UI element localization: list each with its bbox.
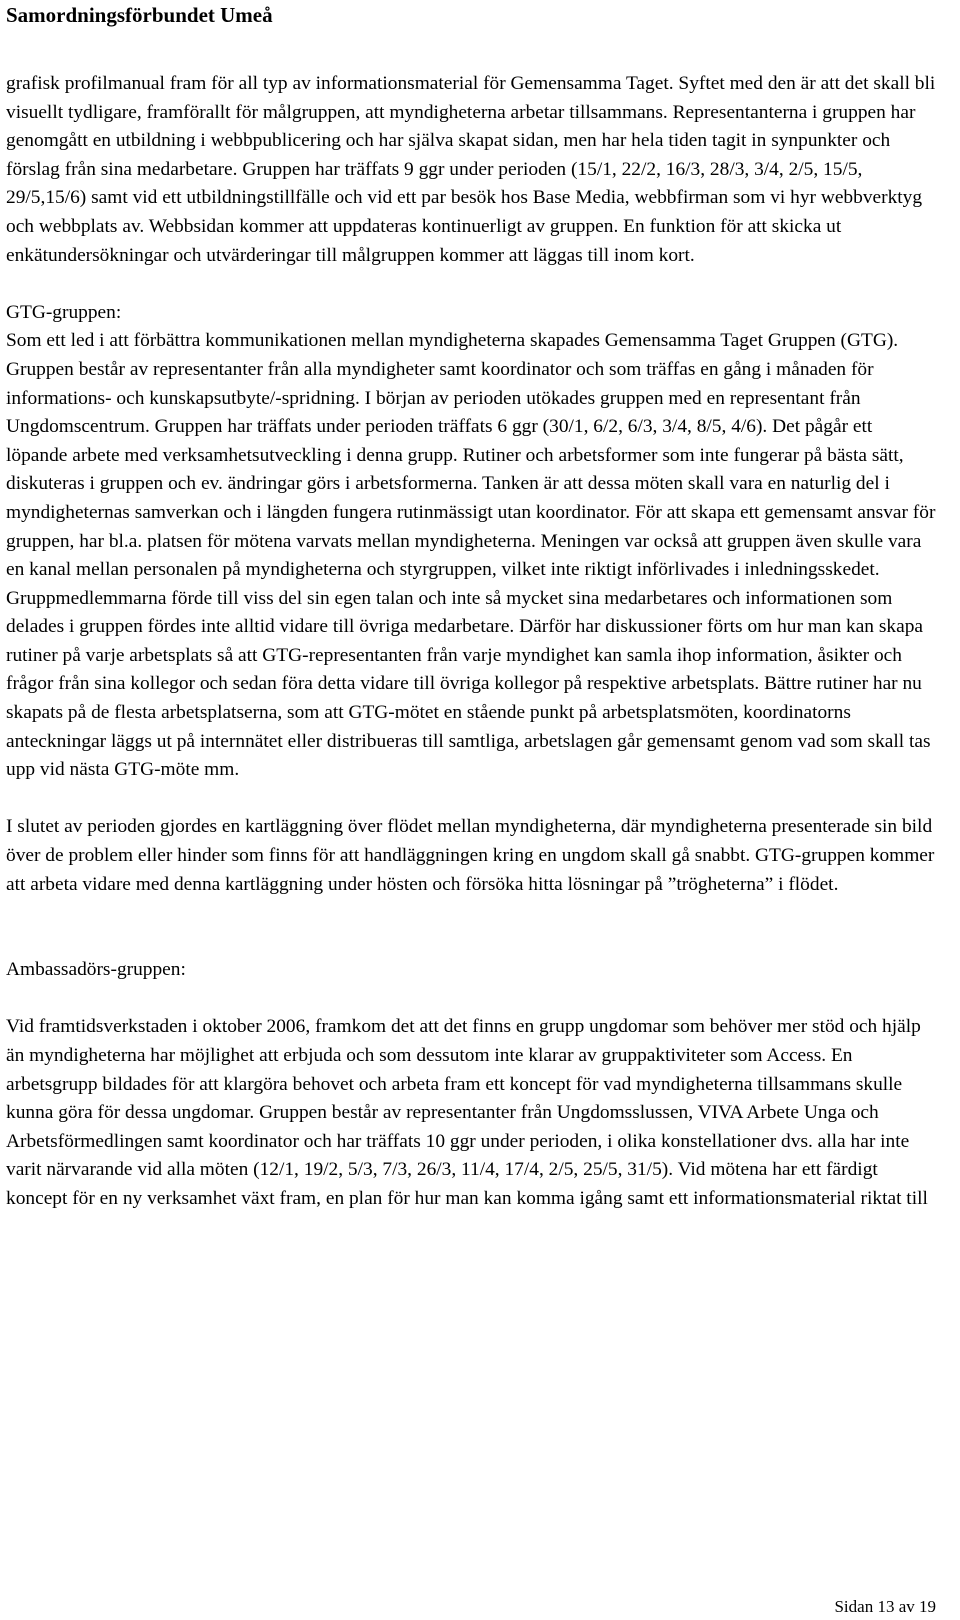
paragraph-spacer [6, 270, 936, 299]
gtg-heading: GTG-gruppen: [6, 301, 122, 323]
paragraph-spacer [6, 985, 936, 1014]
paragraph-gtg: Som ett led i att förbättra kommunikationen mellan myndigheterna skapades Gemensamma Taget Gruppen (GTG). Gruppen består av representanter från alla myndigheter samt koordinator och som träffas en gång i månaden för informations- och kunskapsutbyte/-spridning. I början av perioden utökades gruppen med en representant från Ungdomscentrum. Gruppen har träffats under perioden träffats 6 ggr (30/1, 6/2, 6/3, 3/4, 8/5, 4/6). Det pågår ett löpande arbete med verksamhetsutveckling i denna grupp. Rutiner och arbetsformer som inte fungerar på bästa sätt, diskuteras i gruppen och ev. ändringar görs i arbetsformerna. Tanken är att dessa möten skall vara en naturlig del i myndigheternas samverkan och i längden fungera rutinmässigt utan koordinator. För att skapa ett gemensamt ansvar för gruppen, har bl.a. platsen för mötena varvats mellan myndigheterna. Meningen var också att gruppen även skulle vara en kanal mellan personalen på myndigheterna och styrgruppen, vilket inte riktigt införlivades i inledningsskedet. Gruppmedlemmarna förde till viss del sin egen talan och inte så mycket sina medarbetares och informationen som delades i gruppen fördes inte alltid vidare till övriga medarbetare. Därför har diskussioner förts om hur man kan skapa rutiner på varje arbetsplats så att GTG-representanten från varje myndighet kan samla ihop information, åsikter och frågor från sina kollegor och sedan föra detta vidare till övriga kollegor på respektive arbetsplats. Bättre rutiner har nu skapats på de flesta arbetsplatserna, som att GTG-mötet en stående punkt på arbetsplatsmöten, koordinatorns anteckningar läggs ut på internnätet eller distribueras till samtliga, arbetslagen går gemensamt genom vad som skall tas upp vid nästa GTG-möte mm. [6, 330, 936, 781]
document-body [6, 70, 936, 1214]
paragraph-kartlaggning: I slutet av perioden gjordes en kartläggning över flödet mellan myndigheterna, där myndigheterna presenterade sin bild över de problem eller hinder som finns för att handläggningen kring en ungdom skall gå snabbt. GTG-gruppen kommer att arbeta vidare med denna kartläggning under hösten och försöka hitta lösningar på ”trögheterna” i flödet. [6, 816, 935, 895]
document-header: Samordningsförbundet Umeå [6, 3, 273, 27]
ambassador-heading: Ambassadörs-gruppen: [6, 959, 186, 981]
paragraph-spacer [6, 899, 936, 956]
page-number: Sidan 13 av 19 [834, 1597, 936, 1616]
paragraph-ambassador: Vid framtidsverkstaden i oktober 2006, framkom det att det finns en grupp ungdomar som behöver mer stöd och hjälp än myndigheterna har möjlighet att erbjuda och som dessutom inte klarar av gruppaktiviteter som Access. En arbetsgrupp bildades för att klargöra behovet och arbeta fram ett koncept för vad myndigheterna tillsammans skulle kunna göra för dessa ungdomar. Gruppen består av representanter från Ungdomsslussen, VIVA Arbete Unga och Arbetsförmedlingen samt koordinator och har träffats 10 ggr under perioden, i olika konstellationer dvs. alla har inte varit närvarande vid alla möten (12/1, 19/2, 5/3, 7/3, 26/3, 11/4, 17/4, 2/5, 25/5, 31/5). Vid mötena har ett färdigt koncept för en ny verksamhet växt fram, en plan för hur man kan komma igång samt ett informationsmaterial riktat till [6, 1016, 928, 1209]
paragraph-profilmanual: grafisk profilmanual fram för all typ av informationsmaterial för Gemensamma Taget. Syftet med den är att det skall bli visuellt tydligare, framförallt för målgruppen, att myndigheterna arbetar tillsammans. Representanterna i gruppen har genomgått en utbildning i webbpublicering och har själva skapat sidan, men har hela tiden tagit in synpunkter och förslag från sina medarbetare. Gruppen har träffats 9 ggr under perioden (15/1, 22/2, 16/3, 28/3, 3/4, 2/5, 15/5, 29/5,15/6) samt vid ett utbildningstillfälle och vid ett par besök hos Base Media, webbfirman som vi hyr webbverktyg och webbplats av. Webbsidan kommer att uppdateras kontinuerligt av gruppen. En funktion för att skicka ut enkätundersökningar och utvärderingar till målgruppen kommer att läggas till inom kort. [6, 73, 936, 266]
paragraph-spacer [6, 785, 936, 814]
